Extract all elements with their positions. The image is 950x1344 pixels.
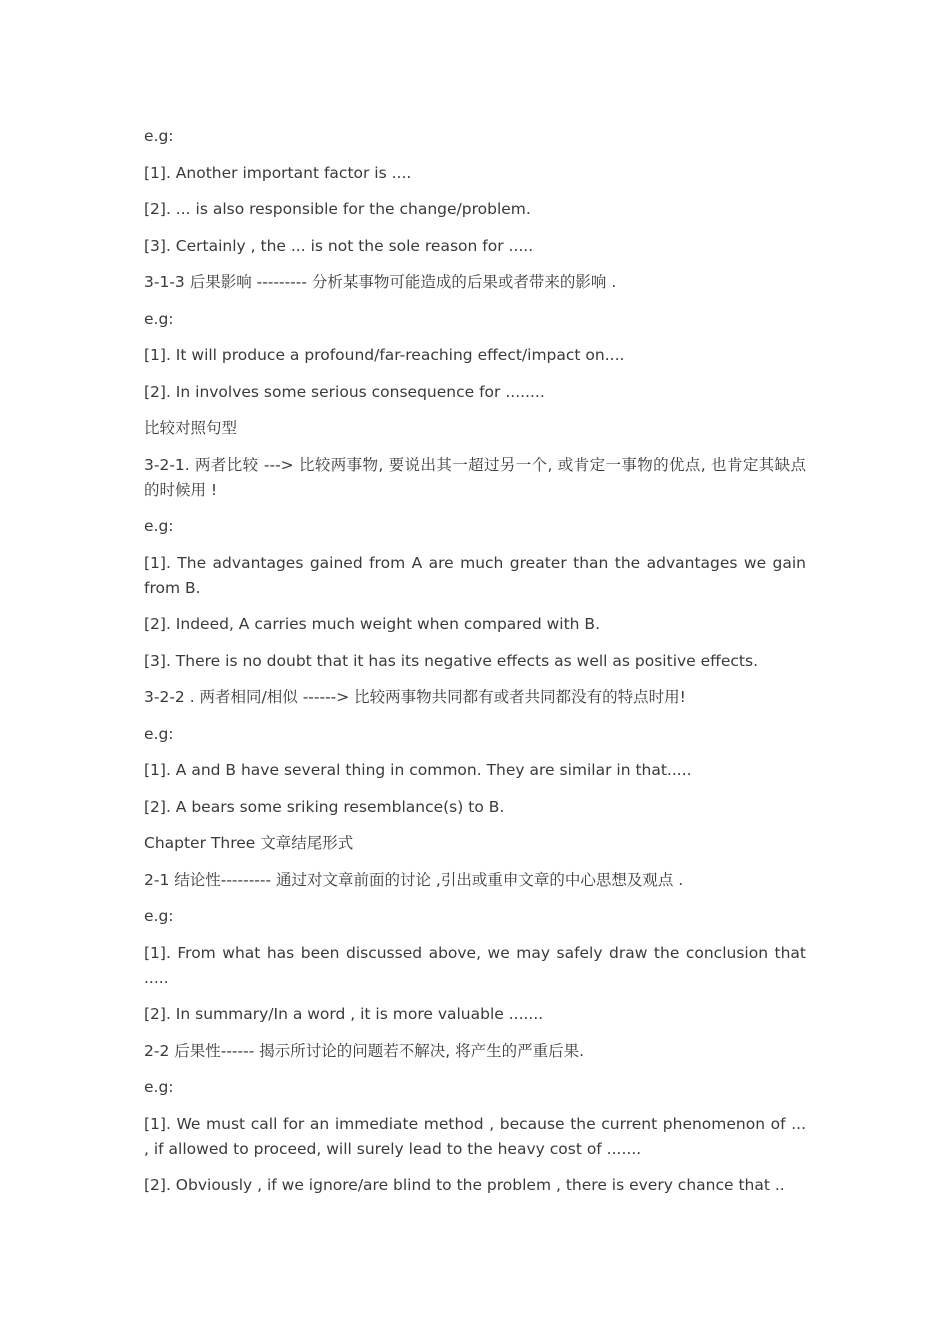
example-line: [3]. Certainly , the ... is not the sole reason for ..... — [144, 236, 534, 255]
example-label: e.g: — [144, 907, 174, 925]
section-heading: 2-1 结论性--------- 通过对文章前面的讨论 ,引出或重申文章的中心思想及观点 . — [144, 870, 684, 889]
chapter-heading: Chapter Three 文章结尾形式 — [144, 834, 354, 852]
section-heading: 3-2-2 . 两者相同/相似 ------> 比较两事物共同都有或者共同都没有的特点时用! — [144, 688, 686, 706]
example-label: e.g: — [144, 309, 174, 328]
example-line: [2]. In summary/In a word , it is more valuable ....... — [144, 1005, 544, 1023]
example-line: [2]. A bears some sriking resemblance(s) to B. — [144, 797, 505, 816]
section-heading: 2-2 后果性------ 揭示所讨论的问题若不解决, 将产生的严重后果. — [144, 1041, 585, 1060]
example-line: [2]. ... is also responsible for the change/problem. — [144, 200, 531, 218]
example-line: [1]. It will produce a profound/far-reaching effect/impact on.... — [144, 346, 625, 364]
section-heading: 3-2-1. 两者比较 ---> 比较两事物, 要说出其一超过另一个, 或肯定一事物的优点, 也肯定其缺点的时候用 ! — [144, 455, 806, 499]
example-label: e.g: — [144, 127, 174, 145]
example-label: e.g: — [144, 724, 174, 743]
example-label: e.g: — [144, 517, 174, 535]
section-heading: 3-1-3 后果影响 --------- 分析某事物可能造成的后果或者带来的影响 . — [144, 273, 617, 291]
document-body — [144, 124, 806, 1210]
example-line: [2]. Obviously , if we ignore/are blind to the problem , there is every chance that .. — [144, 1176, 785, 1194]
example-line: [2]. Indeed, A carries much weight when compared with B. — [144, 615, 600, 633]
example-line: [1]. We must call for an immediate method , because the current phenomenon of ... , if allowed to proceed, will surely lead to the heavy cost of ....... — [144, 1114, 806, 1158]
example-line: [1]. Another important factor is .... — [144, 163, 412, 182]
example-label: e.g: — [144, 1078, 174, 1096]
example-line: [2]. In involves some serious consequence for ........ — [144, 382, 545, 401]
example-line: [1]. A and B have several thing in common. They are similar in that..... — [144, 761, 692, 779]
example-line: [3]. There is no doubt that it has its negative effects as well as positive effects. — [144, 651, 758, 670]
section-heading: 比较对照句型 — [144, 419, 238, 437]
example-line: [1]. The advantages gained from A are much greater than the advantages we gain from B. — [144, 553, 806, 597]
example-line: [1]. From what has been discussed above, we may safely draw the conclusion that ..... — [144, 943, 806, 987]
